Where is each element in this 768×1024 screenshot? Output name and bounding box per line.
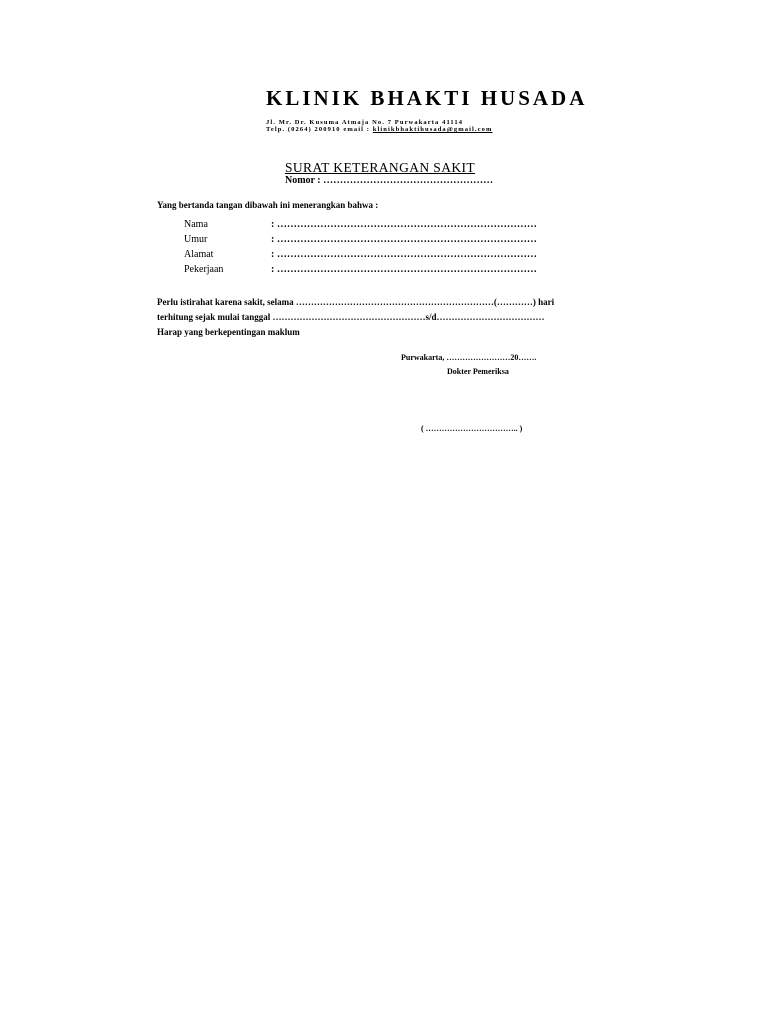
signature-name-line: ( …………………………….. ) <box>421 424 523 433</box>
field-label: Nama <box>184 219 208 230</box>
field-row-nama <box>184 219 537 230</box>
clinic-phone: Telp. (0264) 200910 email : <box>266 126 373 133</box>
field-value: : …………………………………………………………………… <box>271 249 537 260</box>
field-label: Umur <box>184 234 208 245</box>
clinic-name: KLINIK BHAKTI HUSADA <box>266 86 588 110</box>
rest-period-line: Perlu istirahat karena sakit, selama …………………………………………………………(…………) hari <box>157 297 555 307</box>
field-value: : …………………………………………………………………… <box>271 264 537 275</box>
closing-line: Harap yang berkepentingan maklum <box>157 327 300 337</box>
field-label: Pekerjaan <box>184 264 224 275</box>
clinic-email-link[interactable]: klinikbhaktihusada@gmail.com <box>372 126 493 133</box>
field-label: Alamat <box>184 249 214 260</box>
clinic-contact <box>266 126 493 133</box>
field-row-alamat <box>184 249 537 260</box>
document-title: SURAT KETERANGAN SAKIT <box>285 160 476 175</box>
clinic-address: Jl. Mr. Dr. Kusuma Atmaja No. 7 Purwakarta 41114 <box>266 119 464 126</box>
field-row-umur <box>184 234 537 245</box>
field-row-pekerjaan <box>184 264 537 275</box>
date-range-line: terhitung sejak mulai tanggal ……………………………………………s/d……………………………… <box>157 312 545 322</box>
field-value: : …………………………………………………………………… <box>271 234 537 245</box>
doctor-role: Dokter Pemeriksa <box>447 367 509 376</box>
document-number: Nomor : …………………………………………… <box>285 175 494 186</box>
field-value: : …………………………………………………………………… <box>271 219 537 230</box>
intro-text: Yang bertanda tangan dibawah ini menerangkan bahwa : <box>157 200 379 210</box>
place-date: Purwakarta, ……………………20……. <box>401 353 537 362</box>
